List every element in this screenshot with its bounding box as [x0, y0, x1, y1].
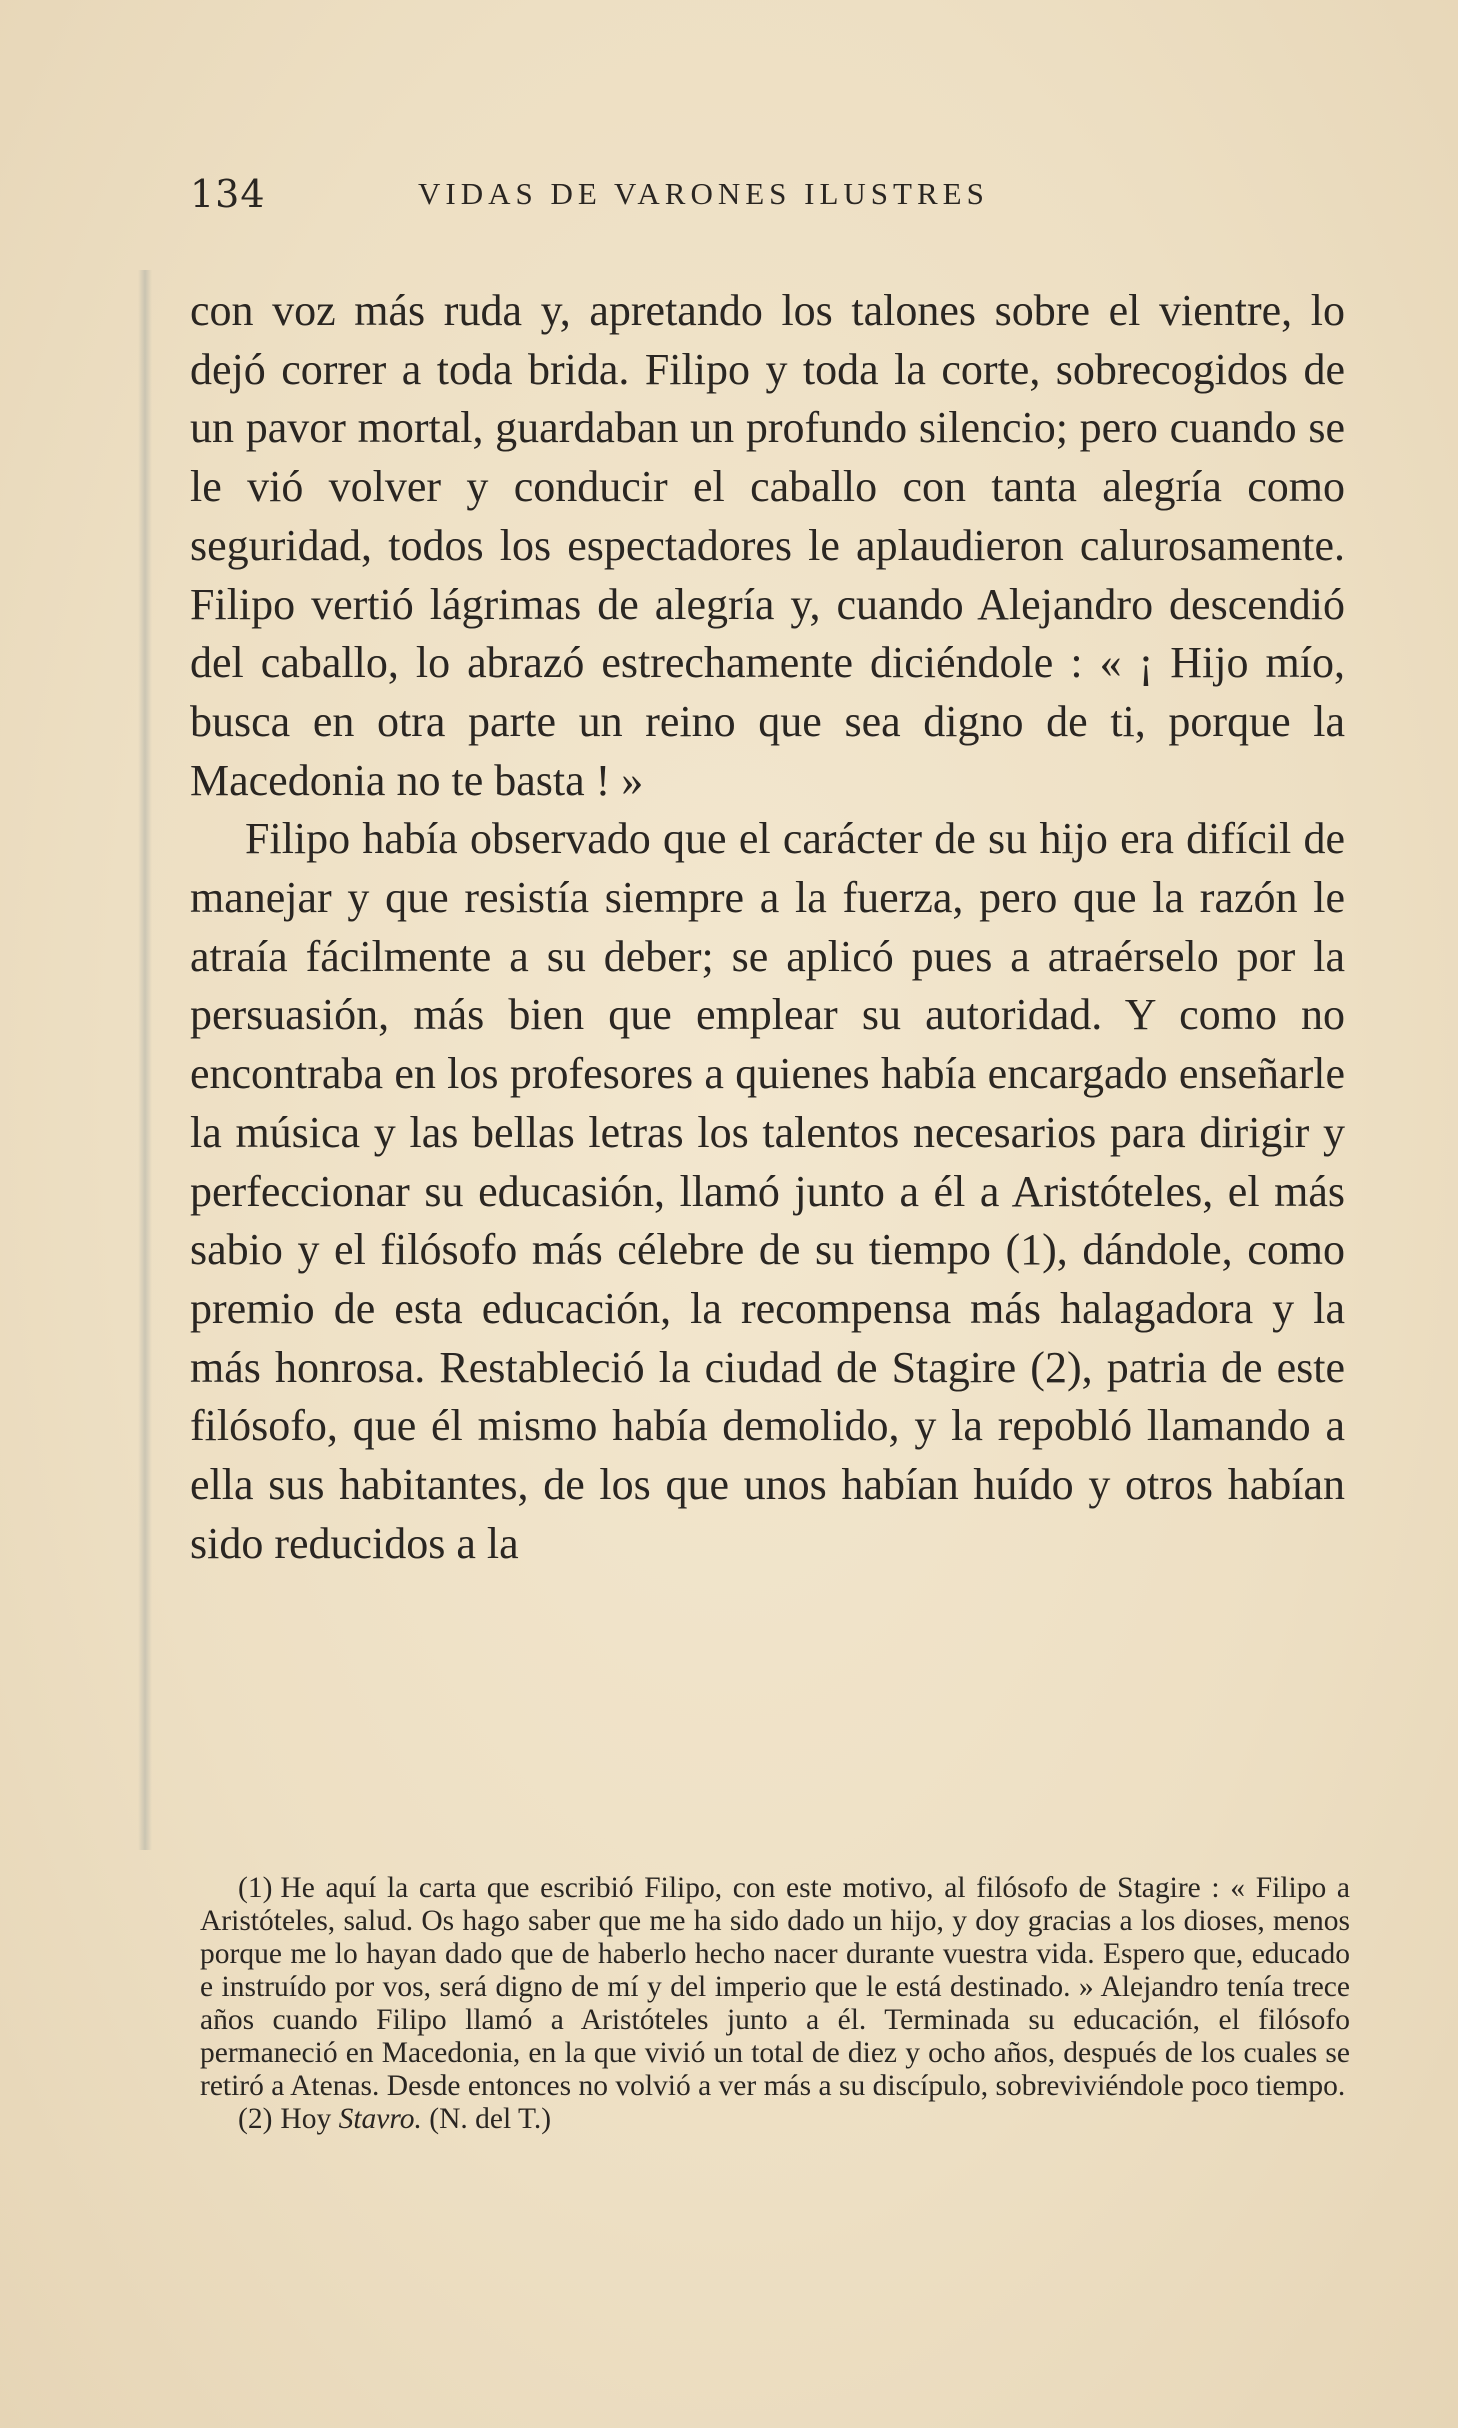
footnote-marker: (2)	[238, 2103, 273, 2135]
footnote-text: (N. del T.)	[429, 2103, 552, 2135]
page-stain	[138, 270, 152, 1850]
paragraph: con voz más ruda y, apretando los talones sobre el vientre, lo dejó correr a toda brida. Filipo y toda la corte, sobrecogidos de un pavor mortal, guardaban un profundo silencio; pero cuando se le vió volver y conducir el caballo con tanta alegría como seguridad, todos los espectadores le aplaudieron calurosamente. Filipo vertió lágrimas de alegría y, cuando Alejandro descendió del caballo, lo abrazó estrechamente diciéndole : « ¡ Hijo mío, busca en otra parte un reino que sea digno de ti, porque la Macedonia no te basta ! »	[190, 286, 1345, 805]
footnotes	[200, 1872, 1350, 2136]
page-header	[190, 172, 1350, 222]
footnote-text: Hoy	[280, 2103, 332, 2135]
footnote	[200, 1872, 1350, 2103]
body-text	[190, 282, 1345, 1573]
footnote	[200, 2103, 1350, 2136]
paragraph: Filipo había observado que el carácter de su hijo era difícil de manejar y que resistía siempre a la fuerza, pero que la razón le atraía fácilmente a su deber; se aplicó pues a atraérselo por la persuasión, más bien que emplear su autoridad. Y como no encontraba en los profesores a quienes había encargado enseñarle la música y las bellas letras los talentos necesarios para dirigir y perfeccionar su educasión, llamó junto a él a Aristóteles, el más sabio y el filósofo más célebre de su tiempo (1), dándole, como premio de esta educación, la recompensa más halagadora y la más honrosa. Restableció la ciudad de Stagire (2), patria de este filósofo, que él mismo había demolido, y la repobló llamando a ella sus habitantes, de los que unos habían huído y otros habían sido reducidos a la	[190, 814, 1345, 1568]
page-number: 134	[190, 172, 266, 216]
running-head: VIDAS DE VARONES ILUSTRES	[418, 176, 989, 211]
footnote-marker: (1)	[238, 1872, 273, 1904]
footnote-italic-text: Stavro.	[338, 2103, 422, 2135]
footnote-text: He aquí la carta que escribió Filipo, con este motivo, al filósofo de Stagire : « Filipo a Aristóteles, salud. Os hago saber que me ha sido dado un hijo, y doy gracias a los dioses, menos porque me lo hayan dado que de haberlo hecho nacer durante vuestra vida. Espero que, educado e instruído por vos, será digno de mí y del imperio que le está destinado. » Alejandro tenía trece años cuando Filipo llamó a Aristóteles junto a él. Terminada su educación, el filósofo permaneció en Macedonia, en la que vivió un total de diez y ocho años, después de los cuales se retiró a Atenas. Desde entonces no volvió a ver más a su discípulo, sobreviviéndole poco tiempo.	[200, 1872, 1350, 2102]
